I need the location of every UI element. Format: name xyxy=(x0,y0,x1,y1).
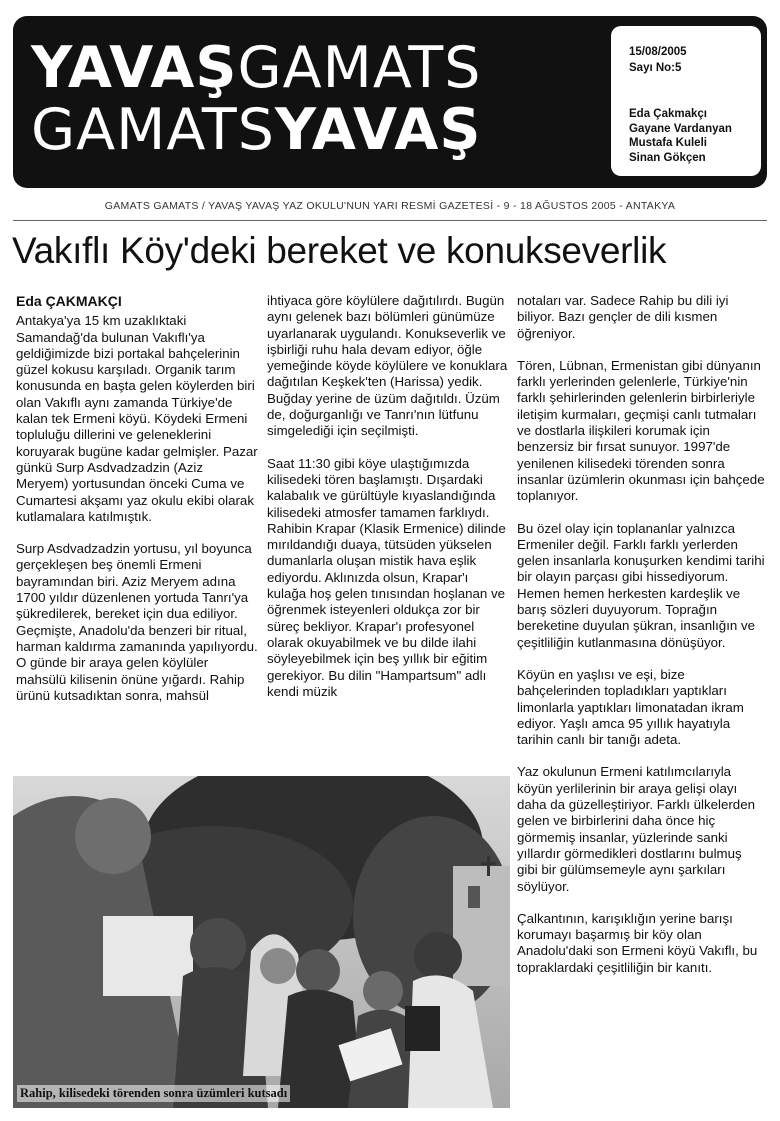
paragraph: Tören, Lübnan, Ermenistan gibi dünyanın farklı yerlerinden gelenlerle, Türkiye'nin farklı şehirlerinden gelenlerin birbirleriyle iletişim kurmaları, geçmişi canlı tutmaları ve dostlarla ilişkileri korumak için benzersiz bir fırsat sunuyor. 1997'de yenilenen kilisedeki törenden sonra insanlar üzümlerin okunması için bahçede toplanıyor. xyxy=(517,357,765,504)
paragraph: ihtiyaca göre köylülere dağıtılırdı. Bugün aynı gelenek bazı bölümleri günümüze uyarlanarak uygulandı. Konukseverlik ve işbirliği ruhu hala devam ediyor, öğle yemeğinde köyde köylülere ve konuklara dağıtılan Keşkek'ten (Harissa) yedik. Buğday yerine de üzüm dağıtıldı. Üzüm de, doğurganlığı ve Tanrı'nın lütfunu simgelediği için seçilmişti. xyxy=(267,293,508,439)
paragraph: Yaz okulunun Ermeni katılımcılarıyla köyün yerlilerinin bir araya gelişi olayı daha da güzelleştiriyor. Farklı ülkelerden gelen ve birbirlerini daha önce hiç görmemiş insanlar, yüzlerinde sanki yıllardır görmedikleri dostlarını bulmuş gibi bir gülümsemeyle aynı şarkıları söylüyor. xyxy=(517,764,755,894)
paragraph: notaları var. Sadece Rahip bu dili iyi biliyor. Bazı gençler de dili kısmen öğreniyor. xyxy=(517,293,729,341)
article-column-2 xyxy=(267,293,509,716)
staff-name: Eda Çakmakçı xyxy=(629,108,707,120)
staff-name: Gayane Vardanyan xyxy=(629,122,732,135)
paragraph: Antakya'ya 15 km uzaklıktaki Samandağ'da bulunan Vakıflı'ya geldiğimizde bizi portakal bahçelerinin güzel kokusu karşıladı. Organik tarım konusunda en başta gelen köylerden biri olan Vakıflı aynı zamanda Türkiye'de kalan tek Ermeni köyü. Köydeki Ermeni topluluğu dillerini ve geleneklerini koruyarak bugüne kadar gelmişler. Pazar günkü Surp Asdvadzadzin (Aziz Meryem) yortusundan önceki Cuma ve Cumartesi akşamı yaz okulu ekibi olarak kutlamalara katılmıştık. xyxy=(16,313,258,524)
paragraph: Çalkantının, karışıklığın yerine barışı korumayı başarmış bir köy olan Anadolu'daki son Ermeni köyü Vakıflı, bu topraklardaki çeşitliliğin bir kanıtı. xyxy=(517,910,758,975)
divider xyxy=(13,220,767,221)
masthead-gamats-thin: GAMATS xyxy=(237,35,482,101)
staff-list xyxy=(629,107,732,165)
issue-number: Sayı No:5 xyxy=(629,62,682,74)
tagline: GAMATS GAMATS / YAVAŞ YAVAŞ YAZ OKULU'NUN YARI RESMİ GAZETESİ - 9 - 18 AĞUSTOS 2005 - ANTAKYA xyxy=(104,200,676,212)
paragraph: Bu özel olay için toplananlar yalnızca Ermeniler değil. Farklı farklı yerlerden gelen insanlarla konuşurken kendimi tarihi bir olayın parçası gibi hissediyorum. Hemen hemen herkesten kardeşlik ve barış sözleri duyuyorum. Toprağın bereketine duyulan şükran, insanlığın ve çeşitliliğin kutlanmasına dönüşüyor. xyxy=(517,520,765,650)
article-photo xyxy=(13,776,510,1108)
issue-date: 15/08/2005 xyxy=(629,46,687,58)
masthead-yavas-bold-2: YAVAŞ xyxy=(274,97,482,163)
photo-illustration xyxy=(13,776,510,1108)
paragraph: Surp Asdvadzadzin yortusu, yıl boyunca gerçekleşen beş önemli Ermeni bayramından biri. Aziz Meryem adına 1700 yıldır düzenlenen yortuda Tanrı'ya şükredilerek, bereket için dua ediliyor. Geçmişte, Anadolu'da benzeri bir ritual, harman kaldırma zamanında yapılıyordu. O günde bir araya gelen köylüler mahsülü kilisenin önüne yığardı. Rahip ürünü kutsadıktan sonra, mahsül xyxy=(16,541,258,703)
paragraph: Saat 11:30 gibi köye ulaştığımızda kilisedeki tören başlamıştı. Dışardaki kalabalık ve gürültüyle kıyaslandığında kilisedeki atmosfer tamamen farklıydı. Rahibin Krapar (Klasik Ermenice) dilinde mırıldandığı duaya, tütsüden yükselen dumanlarla oluşan mistik hava eşlik ediyordu. Aklınızda olsun, Krapar'ı kulağa hoş gelen tınısından hoşlanan ve öğrenmek isteyenleri oldukça zor bir süreç bekliyor. Krapar'ı profesyonel olarak okuyabilmek ve bu dilde ilahi söyleyebilmek için beş yıllık bir eğitim gerekiyor. Bu dilin "Hampartsum" adlı kendi müzik xyxy=(267,455,506,699)
masthead xyxy=(13,16,767,188)
byline: Eda ÇAKMAKÇI xyxy=(16,293,122,309)
issue-info-box xyxy=(611,26,761,176)
article-column-3 xyxy=(517,293,765,992)
photo-caption: Rahip, kilisedeki törenden sonra üzümleri kutsadı xyxy=(17,1085,290,1102)
article-headline: Vakıflı Köy'deki bereket ve konukseverlik xyxy=(12,230,667,271)
masthead-title-line2 xyxy=(31,97,482,163)
staff-name: Mustafa Kuleli xyxy=(629,137,707,149)
masthead-title-line1 xyxy=(31,35,482,101)
masthead-yavas-bold: YAVAŞ xyxy=(31,35,238,101)
paragraph: Köyün en yaşlısı ve eşi, bize bahçelerinden topladıkları yaptıkları limonlarla yaptıkları limonatadan ikram ediyor. Yaşlı amca 95 yıllık hayatıyla tarihin canlı bir tanığı adeta. xyxy=(517,666,744,748)
article-column-1 xyxy=(16,293,259,720)
masthead-gamats-thin-2: GAMATS xyxy=(31,97,275,163)
staff-name: Sinan Gökçen xyxy=(629,151,706,164)
